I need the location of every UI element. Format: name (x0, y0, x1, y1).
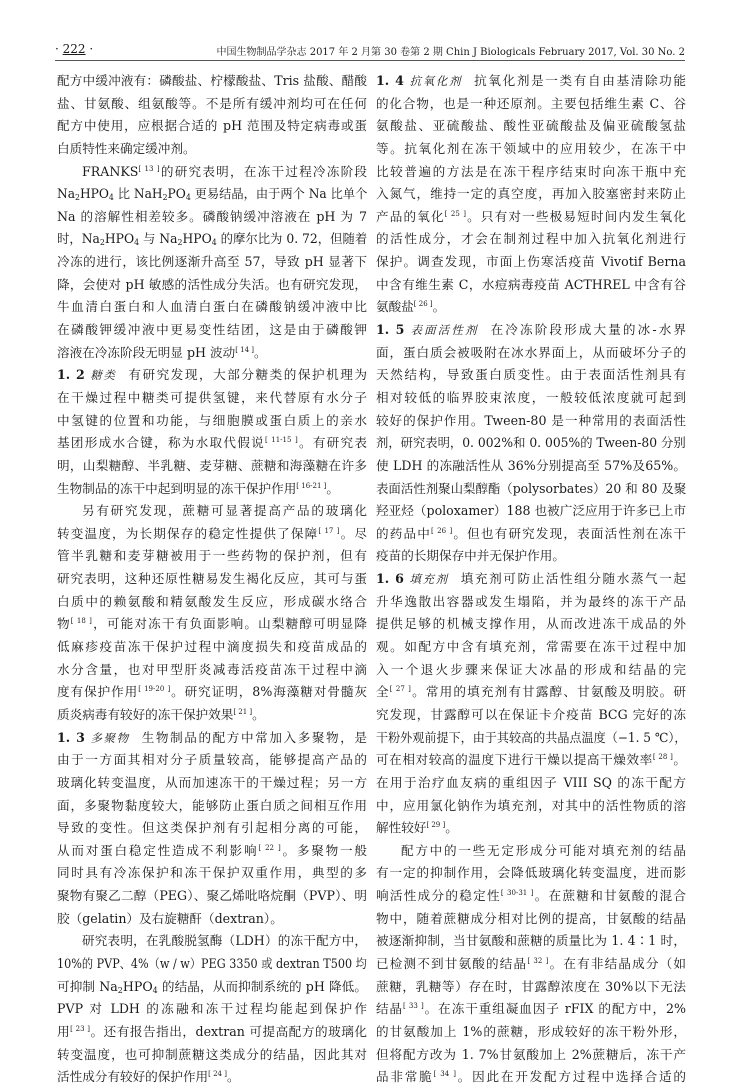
subscript: 2 (99, 238, 105, 248)
citation: [ 21 ] (233, 707, 253, 716)
citation: [ 14 ] (235, 345, 255, 354)
text-run: 。 (252, 706, 265, 722)
text-line: 10%的 PVP、4%（w / w）PEG 3350 或 dextran T500 均 (57, 955, 367, 971)
text-line: 低麻疹疫苗冻干保护过程中滴度损失和疫苗成品的 (57, 639, 367, 655)
text-run: 溶液在冷冻阶段无明显 pH 波动 (57, 344, 236, 360)
text-line: 中氢键的位置和功能，与细胞膜或蛋白质上的亲水 (57, 412, 367, 428)
text-run: 。 (432, 299, 446, 315)
text-run: 。在有非结晶成分（如 (548, 955, 687, 971)
text-run: 。多聚物一般 (280, 842, 368, 858)
text-line (57, 613, 367, 636)
text-line: 配方中缓冲液有：磷酸盐、柠檬酸盐、Tris 盐酸、醋酸 (57, 73, 367, 88)
text-line: 牛血清白蛋白和人血清白蛋白在磷酸钠缓冲液中比 (57, 299, 367, 315)
text-line (57, 478, 367, 501)
text-line: 明，山梨糖醇、半乳糖、麦芽糖、蔗糖和海藻糖在许多 (57, 457, 367, 473)
text-run: 。研究证明，8%海藻糖对骨髓灰 (170, 684, 368, 700)
text-line: 表面活性剂聚山梨醇酯（polysorbates）20 和 80 及聚 (376, 480, 687, 496)
text-run: 生物制品的冻干中起到明显的冻干保护作用 (57, 480, 297, 496)
text-run: 的摩尔比为 0. 72，但随着 (216, 231, 368, 247)
text-line (57, 228, 368, 251)
citation: [ 19-20 ] (138, 685, 171, 694)
section-title: 糖类 (88, 368, 117, 383)
text-line: 研究表明，这种还原性糖易发生褐化反应，其可与蛋 (57, 571, 367, 587)
subscript: 4 (152, 985, 158, 995)
citation: [ 27 ] (389, 685, 411, 694)
text-line: 入一个退火步骤来保证大冰晶的形成和结晶的完 (376, 661, 686, 677)
text-run: 全 (376, 684, 390, 700)
text-run: 。因此在开发配方过程中选择合适的 (455, 1069, 687, 1085)
text-line: 的活性成分，才会在制剂过程中加入抗氧化剂进行 (376, 231, 686, 247)
section-number: 1. 4 (376, 73, 404, 88)
text-run: 可在相对较高的温度下进行干燥以提高干燥效率 (376, 752, 653, 768)
text-run: 转变温度，为长期保存的稳定性提供了保障 (57, 525, 319, 541)
subscript: 4 (108, 193, 114, 203)
text-run: PO (167, 186, 186, 202)
text-run: FRANKS (82, 163, 139, 179)
text-line: 在磷酸钾缓冲液中更易变性结团，这是由于磷酸钾 (57, 322, 367, 338)
subscript: 2 (177, 238, 183, 248)
citation: [ 30-31 ] (500, 889, 534, 898)
text-line: 蔗糖，乳糖等）存在时，甘露醇浓度在 30%以下无法 (376, 978, 686, 994)
text-line: 降，会使对 pH 敏感的活性成分失活。也有研究发现， (57, 276, 367, 292)
section-number: 1. 6 (376, 571, 404, 587)
text-run: 基团形成水合键，称为水取代假说 (57, 435, 266, 451)
citation: [ 26 ] (413, 300, 433, 309)
text-line (57, 523, 367, 546)
text-line: 同时具有冷冻保护和冻干保护双重作用，典型的多 (57, 865, 367, 881)
text-line: 疫苗的长期保存中并无保护作用。 (376, 548, 565, 564)
citation: [ 22 ] (258, 843, 281, 852)
text-line: 等。抗氧化剂在冻干领域中的应用较少，在冻干中 (376, 140, 686, 156)
text-line (376, 749, 686, 772)
text-run: HPO (104, 231, 135, 247)
text-line: 聚物有聚乙二醇（PEG）、聚乙烯吡咯烷酮（PVP）、明 (57, 888, 367, 904)
text-line: 入氮气，维持一定的真空度，再加入胶塞密封来防止 (376, 186, 686, 202)
text-line: 另有研究发现，蔗糖可显著提高产品的玻璃化 (82, 503, 367, 519)
text-run: 。在冻干重组凝血因子 rFIX 的配方中，2% (423, 1001, 687, 1017)
text-line: 中含有维生素 C，水痘病毒疫苗 ACTHREL 中含有谷 (376, 276, 686, 292)
subscript: 4 (185, 193, 191, 203)
text-line (376, 296, 686, 319)
text-line: 白质中的赖氨酸和精氨酸发生反应，形成碳水络合 (57, 593, 367, 609)
text-run: 。但也有研究发现，表面活性剂在冻干 (452, 525, 687, 541)
subscript: 2 (75, 193, 80, 203)
citation: [ 34 ] (433, 1070, 456, 1079)
section-number: 1. 3 (57, 729, 85, 745)
text-line: Na 的溶解性相差较多。磷酸钠缓冲溶液在 pH 为 7 (57, 208, 367, 224)
text-line: 面，多聚物黏度较大，能够防止蛋白质之间相互作用 (57, 797, 367, 813)
text-line (57, 840, 367, 863)
text-line: 物中，随着蔗糖成分相对比例的提高，甘氨酸的结晶 (376, 910, 686, 926)
text-line: 水分含量，也对甲型肝炎减毒活疫苗冻干过程中滴 (57, 661, 367, 677)
text-line: 比较普遍的方法是在冻干程序结束时向冻干瓶中充 (376, 163, 686, 179)
text-run: 物 (57, 616, 71, 632)
text-run: 的结晶，从而抑制系统的 pH 降低。 (157, 978, 367, 994)
citation: [ 13 ] (138, 164, 160, 173)
text-line: 在用于治疗血友病的重组因子 VIII SQ 的冻干配方 (376, 774, 686, 790)
text-run: 。 (445, 820, 458, 836)
page-number: · 222 · (55, 42, 94, 56)
text-run: 时，Na (57, 231, 100, 247)
section-heading-1-3 (57, 727, 367, 750)
citation: [ 16-21 ] (296, 481, 327, 490)
section-number: 1. 2 (57, 367, 85, 383)
section-heading-1-2 (57, 364, 367, 387)
text-run: 结晶 (376, 1001, 404, 1017)
text-line: 白质特性来确定缓冲剂。 (57, 140, 196, 156)
subscript: 2 (162, 193, 168, 203)
text-run: 。 (672, 752, 687, 768)
left-column (57, 70, 367, 1089)
text-line (376, 817, 686, 840)
right-column (376, 70, 686, 1089)
page-number-value: 222 (62, 42, 86, 56)
text-line: 在干燥过程中糖类可提供氢键，来代替原有水分子 (57, 389, 367, 405)
text-run: 。常用的填充剂有甘露醇、甘氨酸及明胶。研 (410, 684, 687, 700)
text-run: HPO (79, 186, 109, 202)
subscript: 4 (211, 238, 217, 248)
text-line: 玻璃化转变温度，从而加速冻干的干燥过程；另一方 (57, 774, 367, 790)
text-run: ，可能对冻干有负面影响。山梨糖醇可明显降 (91, 616, 368, 632)
text-run: 。有研究表 (297, 435, 368, 451)
citation: [ 17 ] (318, 526, 340, 535)
text-run: 。 (326, 480, 339, 496)
text-line: 配方中的一些无定形成分可能对填充剂的结晶 (401, 842, 686, 858)
text-line: 有一定的抑制作用，会降低玻璃化转变温度，进而影 (376, 865, 686, 881)
citation: [ 33 ] (403, 1002, 424, 1011)
text-line: 管半乳糖和麦芽糖被用于一些药物的保护剂，但有 (57, 548, 367, 564)
text-line (57, 432, 367, 455)
text-run: 生物制品的配方中常加入多聚物，是 (141, 729, 368, 745)
text-run: 在冷冻阶段形成大量的冰-水界 (490, 322, 686, 338)
text-line (376, 998, 686, 1021)
text-run: 填充剂可防止活性组分随水蒸气一起 (460, 571, 687, 587)
text-run: HPO (122, 978, 153, 994)
text-run: 抗氧化剂是一类有自由基清除功能 (474, 73, 687, 88)
text-run: 。尽 (339, 525, 368, 541)
citation: [ 18 ] (70, 617, 92, 626)
text-run: 比 NaH (113, 186, 163, 202)
section-title: 多聚物 (88, 730, 130, 745)
text-run: 氨酸盐 (376, 299, 414, 315)
section-heading-1-4 (376, 70, 686, 93)
text-line: 究发现，甘露醇可以在保证卡介疫苗 BCG 完好的冻 (376, 706, 686, 722)
text-line: 的化合物，也是一种还原剂。主要包括维生素 C、谷 (376, 95, 686, 111)
section-number: 1. 5 (376, 322, 405, 338)
text-run: HPO (182, 231, 212, 247)
text-line: 冷冻的进行，该比例逐渐升高至 57，导致 pH 显著下 (57, 254, 367, 270)
text-line (376, 953, 686, 976)
text-line: 转变温度，也可抑制蔗糖这类成分的结晶，因此其对 (57, 1046, 367, 1062)
text-run: 。还有报告指出，dextran 可提高配方的玻璃化 (90, 1023, 367, 1039)
text-run: 更易结晶，由于两个 Na 比单个 (190, 186, 368, 202)
text-line (376, 681, 686, 704)
text-line: 研究表明，在乳酸脱氢酶（LDH）的冻干配方中， (82, 933, 367, 949)
text-line: 羟亚烃（poloxamer）188 也被广泛应用于许多已上市 (376, 503, 686, 519)
text-line: 由于一方面其相对分子质量较高，能够提高产品的 (57, 752, 367, 768)
running-title: 中国生物制品学杂志 2017 年 2 月第 30 卷第 2 期 Chin J Biologicals February 2017, Vol. 30 No. 2 (216, 47, 685, 58)
citation: [ 24 ] (208, 1070, 227, 1079)
text-line: 干粉外观前提下，由于其较高的共晶点温度（−1. 5 ℃）， (376, 729, 687, 745)
text-run: 有研究发现，大部分糖类的保护机理为 (128, 367, 368, 383)
text-run: 从而对蛋白稳定性造成不利影响 (57, 842, 259, 858)
text-line (57, 342, 367, 365)
text-line (57, 1021, 367, 1044)
citation: [ 32 ] (527, 956, 549, 965)
section-heading-1-5 (376, 319, 686, 342)
text-run: 活性成分有较好的保护作用 (57, 1069, 209, 1085)
text-line (376, 885, 686, 908)
text-run: 的药品中 (376, 525, 432, 541)
text-line: 保护。调查发现，市面上伤寒活疫苗 Vivotif Berna (376, 254, 686, 270)
text-line: 氨酸盐、亚硫酸盐、酸性亚硫酸盐及偏亚硫酸氢盐 (376, 118, 686, 134)
text-line: 的甘氨酸加上 1%的蔗糖，形成较好的冻干粉外形， (376, 1023, 686, 1039)
text-run: 用 (57, 1023, 71, 1039)
text-line: 天然结构，导致蛋白质变性。由于表面活性剂具有 (376, 367, 686, 383)
section-title: 表面活性剂 (408, 323, 479, 338)
text-line: 较好的保护作用。Tween-80 是一种常用的表面活性 (376, 412, 686, 428)
text-line (376, 206, 686, 229)
text-run: 的研究表明，在冻干过程冷冻阶段 (159, 163, 367, 179)
text-run: 产品的氧化 (376, 208, 445, 224)
text-line (57, 1066, 367, 1089)
text-line: 面，蛋白质会被吸附在冰水界面上，从而破坏分子的 (376, 344, 686, 360)
text-run: 与 Na (139, 231, 178, 247)
text-run: 品非常脆 (376, 1069, 434, 1085)
text-line: 但将配方改为 1. 7%甘氨酸加上 2%蔗糖后，冻干产 (376, 1046, 686, 1062)
section-heading-1-6 (376, 568, 686, 591)
citation: [ 26 ] (431, 526, 453, 535)
text-run: 质炎病毒有较好的冻干保护效果 (57, 706, 234, 722)
text-line (376, 523, 686, 546)
text-run: 可抑制 Na (57, 978, 118, 994)
text-run: 解性较好 (376, 820, 427, 836)
text-line (57, 704, 367, 727)
text-run: 。 (226, 1069, 240, 1085)
text-line: PVP 对 LDH 的冻融和冻干过程均能起到保护作 (57, 1001, 367, 1017)
citation: [ 25 ] (444, 209, 466, 218)
text-run: 度有保护作用 (57, 684, 139, 700)
text-line: 胶（gelatin）及右旋糖酐（dextran）。 (57, 910, 283, 926)
text-line: 使 LDH 的冻融活性从 36%分别提高至 57%及65%。 (376, 457, 686, 473)
subscript: 4 (134, 238, 140, 248)
text-line: 配方中使用，应根据合适的 pH 范围及特定病毒或蛋 (57, 118, 367, 134)
page-header (55, 40, 685, 61)
citation: [ 23 ] (70, 1024, 91, 1033)
text-line: 相对较低的临界胶束浓度，一般较低浓度就可起到 (376, 389, 686, 405)
text-line: 提供足够的机械支撑作用，从而改进冻干成品的外 (376, 616, 686, 632)
text-line: 剂，研究表明，0. 002%和 0. 005%的 Tween-80 分别 (376, 435, 686, 451)
subscript: 2 (117, 985, 123, 995)
text-line (57, 183, 368, 206)
citation: [ 29 ] (426, 821, 446, 830)
text-line (57, 681, 367, 704)
text-line: 观。如配方中含有填充剂，常需要在冻干过程中加 (376, 639, 686, 655)
text-line: 被逐渐抑制，当甘氨酸和蔗糖的质量比为 1. 4∶1 时， (376, 933, 686, 949)
text-run: 。在蔗糖和甘氨酸的混合 (533, 888, 687, 904)
text-line: 升华逸散出容器或发生塌陷，并为最终的冻干产品 (376, 593, 686, 609)
citation: [ 11-15 ] (265, 436, 298, 445)
text-run: Na (57, 186, 76, 202)
text-line: 中，应用氯化钠作为填充剂，对其中的活性物质的溶 (376, 797, 686, 813)
section-title: 抗氧化剂 (407, 74, 463, 88)
text-line (57, 976, 367, 999)
citation: [ 28 ] (652, 753, 673, 762)
text-line: 盐、甘氨酸、组氨酸等。不是所有缓冲剂均可在任何 (57, 95, 367, 111)
text-line (376, 1066, 686, 1089)
text-run: 已检测不到甘氨酸的结晶 (376, 955, 528, 971)
text-line (57, 161, 367, 184)
text-run: 响活性成分的稳定性 (376, 888, 501, 904)
section-title: 填充剂 (407, 572, 449, 587)
text-line: 导致的变性。但这类保护剂有引起相分离的可能， (57, 820, 367, 836)
text-run: 。 (254, 344, 267, 360)
text-run: 。只有对一些极易短时间内发生氧化 (465, 208, 687, 224)
